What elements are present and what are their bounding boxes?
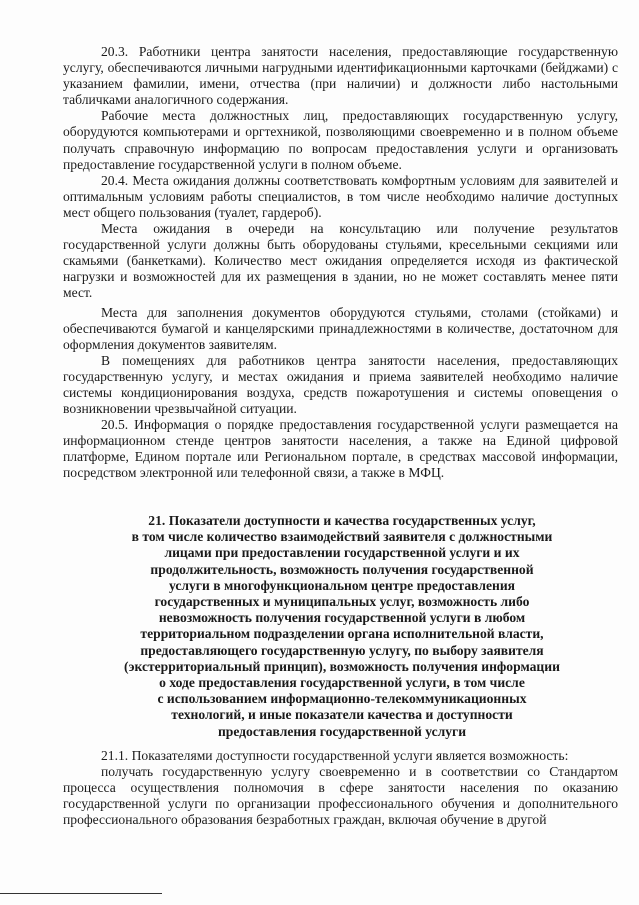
paragraph-21-1: 21.1. Показателями доступности государственной услуги является возможность: xyxy=(101,748,569,763)
heading-line: предоставления государственной услуги xyxy=(217,723,467,739)
paragraph-20-4: 20.4. Места ожидания должны соответствовать комфортным условиям для заявителей и оптимальным условиям работы специалистов, в том числе необходимо наличие доступных мест общего пользования (туалет, гардероб). xyxy=(63,172,618,220)
footnote-divider xyxy=(0,893,162,894)
heading-line: государственных и муниципальных услуг, возможность либо xyxy=(154,594,530,610)
paragraph-form-filling-places: Места для заполнения документов оборудуются стульями, столами (стойками) и обеспечиваются бумагой и канцелярскими принадлежностями в количестве, достаточном для оформления документов заявителям. xyxy=(63,304,618,352)
heading-line: технологий, и иные показатели качества и доступности xyxy=(171,707,513,723)
body-text-bottom xyxy=(63,748,618,828)
heading-line: лицами при предоставлении государственной услуги и их xyxy=(164,545,520,561)
heading-line: предоставляющего государственную услугу, по выбору заявителя xyxy=(140,642,544,658)
paragraph-20-5: 20.5. Информация о порядке предоставления государственной услуги размещается на информационном стенде центров занятости населения, а также на Единой цифровой платформе, Едином портале или Региональном портале, в средствах массовой информации, посредством электронной или телефонной связи, а также в МФЦ. xyxy=(63,417,618,481)
heading-line: 21. Показатели доступности и качества государственных услуг, xyxy=(148,513,536,528)
heading-line: с использованием информационно-телекоммуникационных xyxy=(157,691,527,707)
paragraph-receive-service: получать государственную услугу своевременно и в соответствии со Стандартом процесса осуществления полномочия в сфере занятости населения по оказанию государственной услуги по организации профессионального обучения и дополнительного профессионального образования безработных граждан, включая обучение в другой xyxy=(63,764,618,828)
heading-line: в том числе количество взаимодействий заявителя с должностными xyxy=(131,529,553,545)
heading-line: (экстерриториальный принцип), возможность получения информации xyxy=(124,658,560,674)
heading-line: территориальном подразделении органа исполнительной власти, xyxy=(140,626,544,642)
heading-line: невозможность получения государственной услуги в любом xyxy=(158,610,526,626)
heading-line: продолжительность, возможность получения государственной xyxy=(150,561,534,577)
heading-line: услуги в многофункциональном центре предоставления xyxy=(168,577,516,593)
paragraph-premises: В помещениях для работников центра занятости населения, предоставляющих государственную услугу, и местах ожидания и приема заявителей необходимо наличие системы кондиционирования воздуха, средств пожаротушения и системы оповещения о возникновении чрезвычайной ситуации. xyxy=(63,352,618,417)
paragraph-waiting-places: Места ожидания в очереди на консультацию или получение результатов государственной услуги должны быть оборудованы стульями, кресельными секциями или скамьями (банкетками). Количество мест ожидания определяется исходя из фактической нагрузки и возможностей для их размещения в здании, но не может составлять менее пяти мест. xyxy=(63,221,618,301)
paragraph-20-3: 20.3. Работники центра занятости населения, предоставляющие государственную услугу, обеспечиваются личными нагрудными идентификационными карточками (бейджами) с указанием фамилии, имени, отчества (при наличии) и должности либо настольными табличками аналогичного содержания. xyxy=(63,44,618,108)
section-21-heading xyxy=(92,513,592,740)
body-text-top xyxy=(63,44,618,482)
heading-line: о ходе предоставления государственной услуги, в том числе xyxy=(159,675,525,691)
paragraph-workplaces: Рабочие места должностных лиц, предоставляющих государственную услугу, оборудуются компьютерами и оргтехникой, позволяющими своевременно и в полном объеме получать справочную информацию по вопросам предоставления услуги и организовать предоставление государственной услуги в полном объеме. xyxy=(63,108,618,172)
